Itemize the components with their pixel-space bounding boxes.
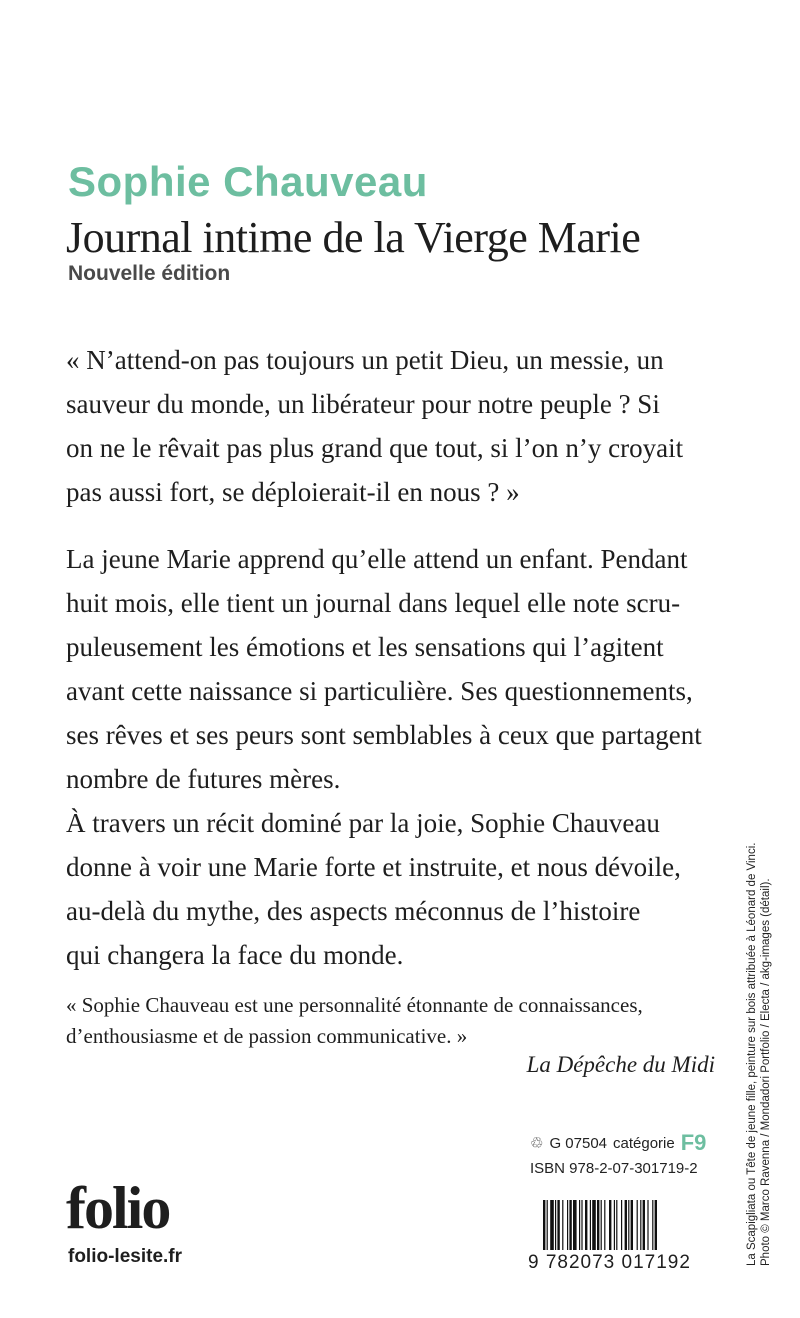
category-label: catégorie: [613, 1134, 675, 1152]
review-line: « Sophie Chauveau est une personnalité étonnante de connaissances,: [66, 993, 643, 1017]
quote-line: on ne le rêvait pas plus grand que tout, si l’on n’y croyait: [66, 433, 684, 463]
product-codes: [530, 1130, 715, 1177]
isbn: ISBN 978-2-07-301719-2: [530, 1160, 698, 1177]
category-code: F9: [680, 1130, 707, 1155]
summary-line: La jeune Marie apprend qu’elle attend un enfant. Pendant: [66, 544, 688, 574]
review-source: La Dépêche du Midi: [526, 1052, 715, 1077]
quote-line: pas aussi fort, se déploierait-il en nous ? »: [66, 477, 520, 507]
summary-line: huit mois, elle tient un journal dans lequel elle note scru-: [66, 588, 681, 618]
publisher-website: folio-lesite.fr: [68, 1246, 183, 1267]
barcode-digits: 9 782073 017192: [528, 1250, 718, 1274]
summary-line: qui changera la face du monde.: [66, 940, 404, 970]
product-code: G 07504: [549, 1134, 607, 1152]
recycle-icon: ♲: [530, 1135, 544, 1152]
summary-line: donne à voir une Marie forte et instruite, et nous dévoile,: [66, 852, 681, 882]
credit-line: Photo © Marco Ravenna / Mondadori Portfolio / Electa / akg-images (détail).: [760, 878, 772, 1266]
summary-line: nombre de futures mères.: [66, 764, 341, 794]
epigraph-quote: [66, 338, 726, 514]
edition-label: Nouvelle édition: [68, 262, 231, 285]
publisher-logo: folio: [66, 1175, 170, 1241]
summary-line: puleusement les émotions et les sensations qui l’agitent: [66, 632, 664, 662]
quote-line: sauveur du monde, un libérateur pour notre peuple ? Si: [66, 389, 660, 419]
summary-line: ses rêves et ses peurs sont semblables à ceux que partagent: [66, 720, 702, 750]
summary-line: avant cette naissance si particulière. Ses questionnements,: [66, 676, 693, 706]
category-row: [530, 1130, 715, 1156]
review-line: d’enthousiasme et de passion communicative. »: [66, 1024, 468, 1048]
summary-line: au-delà du mythe, des aspects méconnus de l’histoire: [66, 896, 641, 926]
book-title: Journal intime de la Vierge Marie: [66, 213, 641, 262]
quote-line: « N’attend-on pas toujours un petit Dieu, un messie, un: [66, 345, 664, 375]
summary-line: À travers un récit dominé par la joie, Sophie Chauveau: [66, 808, 660, 838]
summary-text: [66, 537, 726, 977]
image-credit: [745, 806, 773, 1266]
press-review: [66, 990, 726, 1052]
author-name: Sophie Chauveau: [68, 158, 428, 205]
credit-line: La Scapigliata ou Tête de jeune fille, peinture sur bois attribuée à Léonard de Vinci.: [746, 842, 758, 1266]
